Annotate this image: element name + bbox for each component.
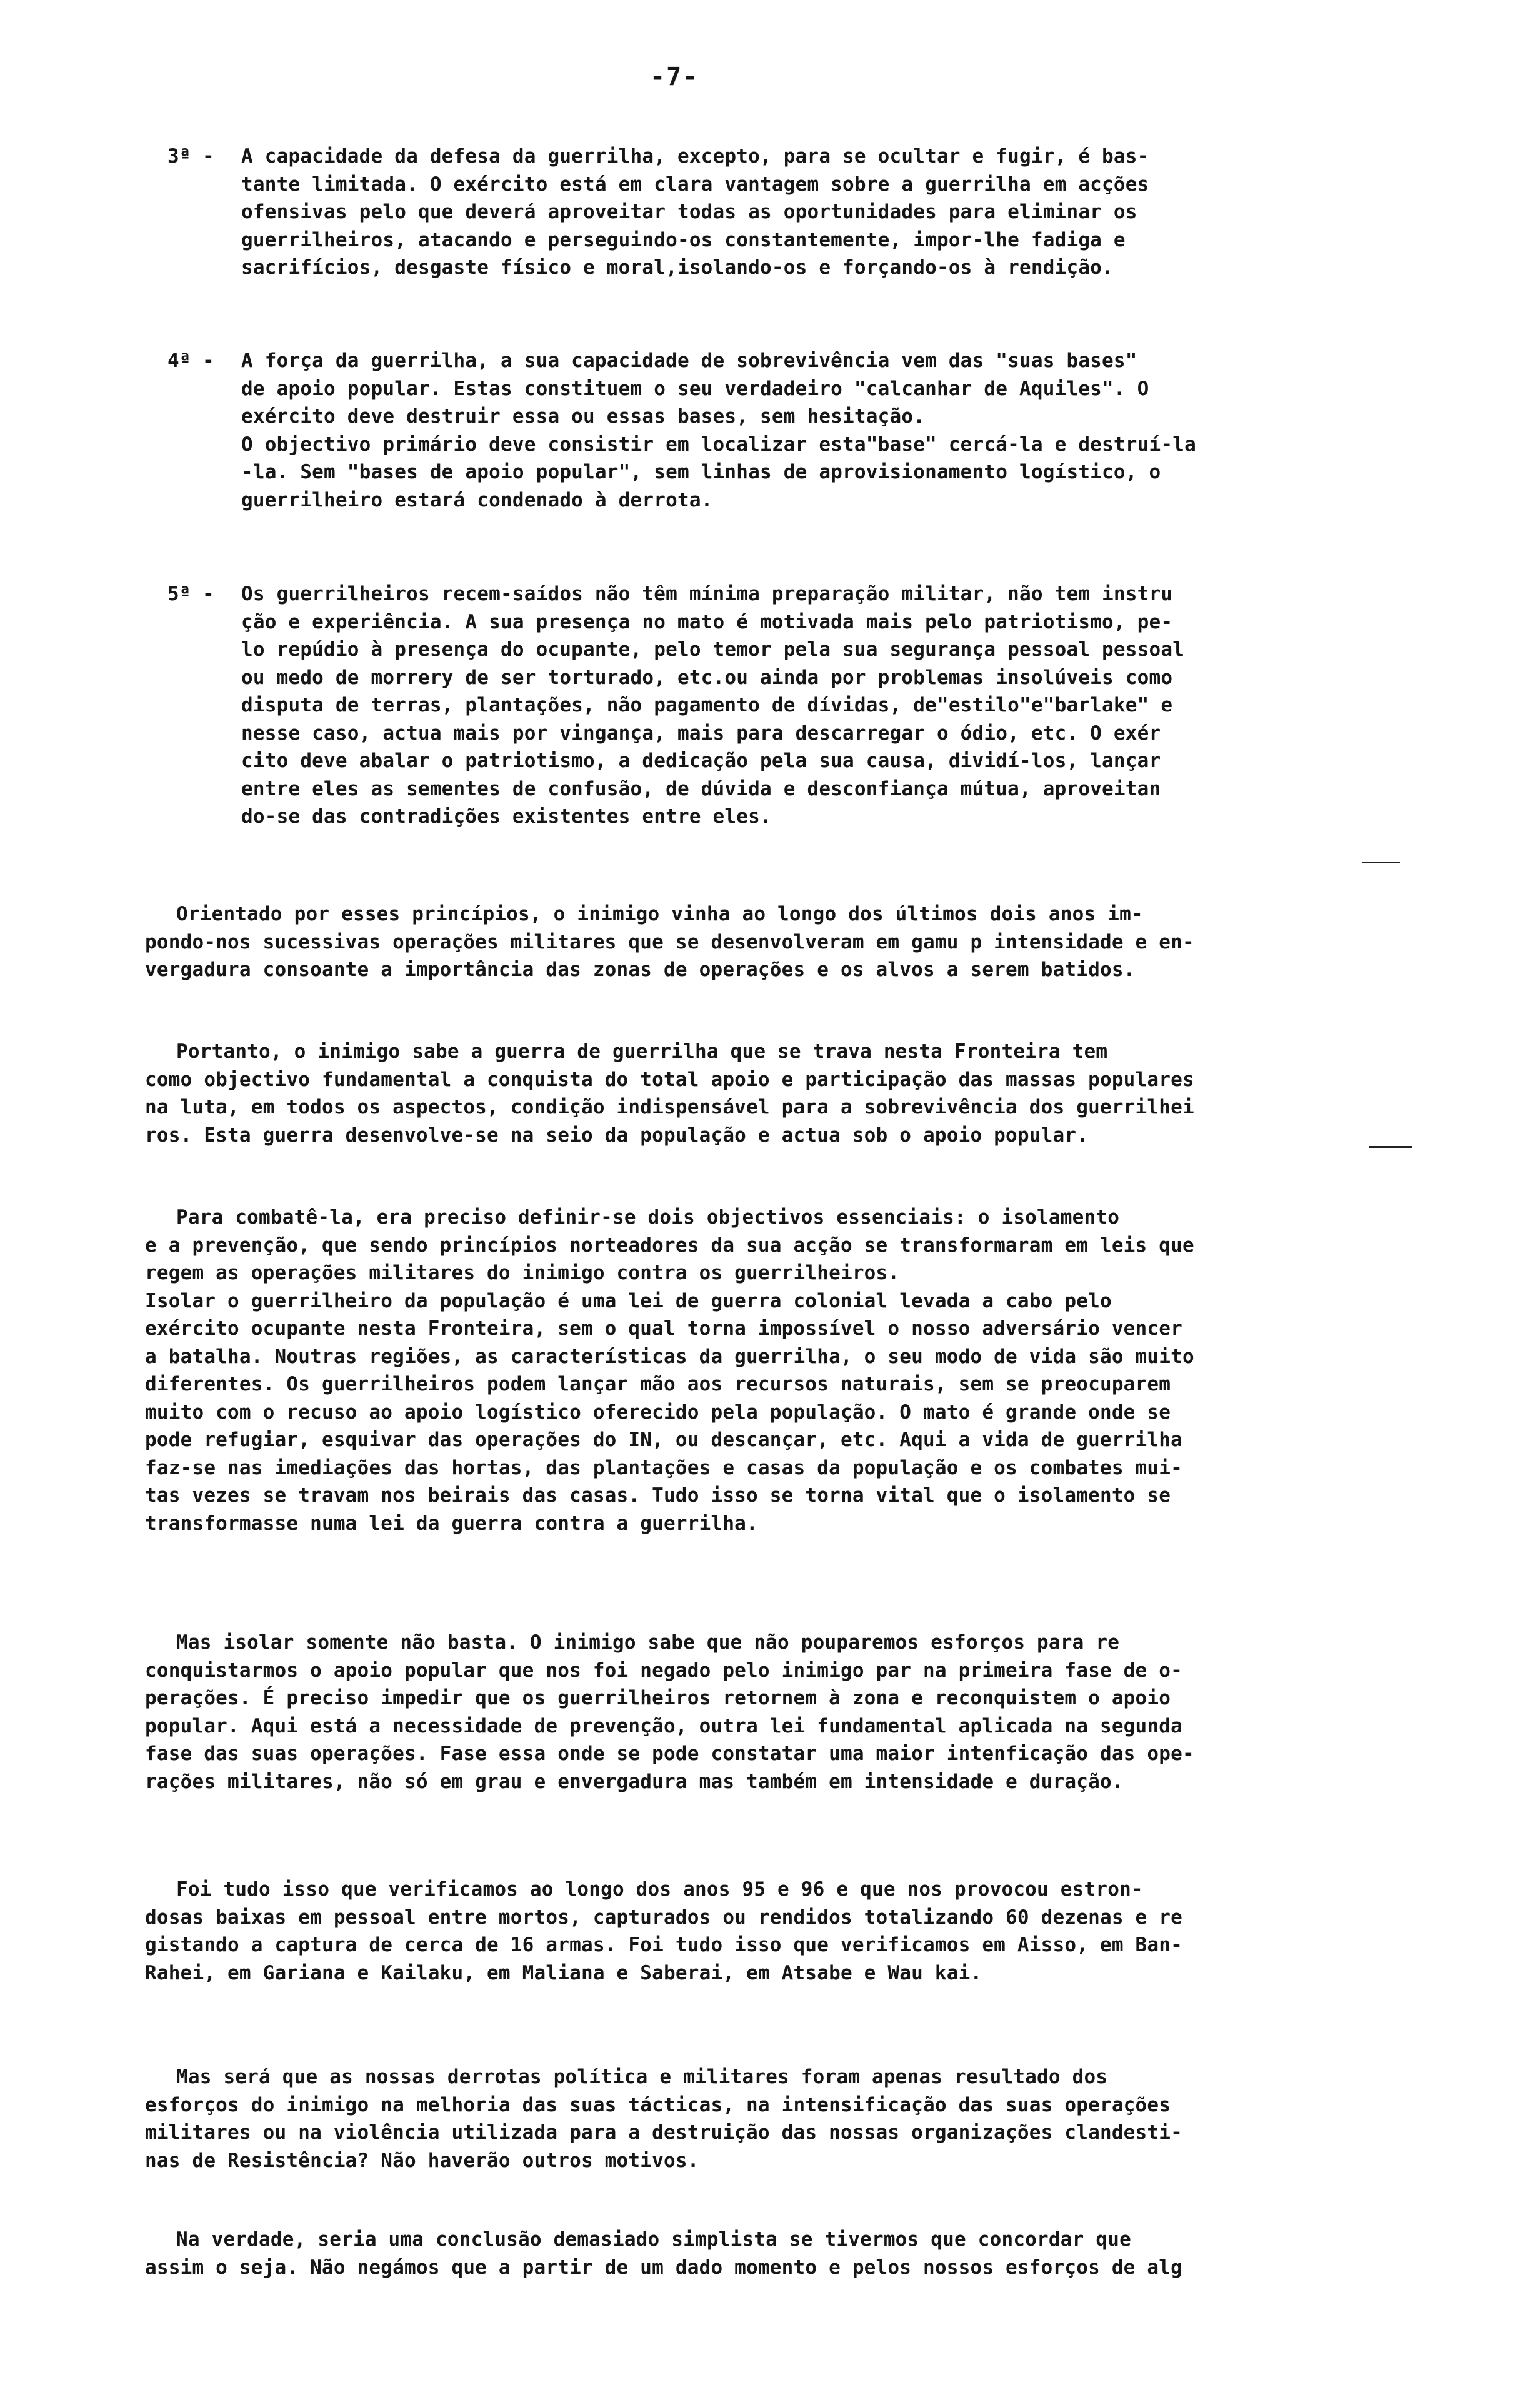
text-line: guerrilheiros, atacando e perseguindo-os constantemente, impor-lhe fadiga e [241,228,1126,251]
handwritten-underline [1362,862,1400,863]
text-line: Isolar o guerrilheiro da população é uma lei de guerra colonial levada a cabo pelo [145,1289,1112,1312]
text-line: popular. Aqui está a necessidade de prevenção, outra lei fundamental aplicada na segunda [145,1714,1182,1737]
text-line: vergadura consoante a importância das zonas de operações e os alvos a serem batidos. [145,958,1136,981]
text-line: exército deve destruir essa ou essas bases, sem hesitação. [241,405,926,428]
text-line: sacrifícios, desgaste físico e moral,isolando-os e forçando-os à rendição. [241,256,1114,279]
text-line: Os guerrilheiros recem-saídos não têm mínima preparação militar, não tem instru [241,583,1173,605]
item-number: 3ª - [168,145,214,168]
handwritten-underline [1369,1146,1412,1148]
text-line: transformasse numa lei da guerra contra a guerrilha. [145,1512,758,1535]
text-line: nas de Resistência? Não haverão outros motivos. [145,2149,699,2172]
text-line: tas vezes se travam nos beirais das casas. Tudo isso se torna vital que o isolamento se [145,1484,1171,1507]
paragraph-1 [145,900,1439,984]
text-line: lo repúdio à presença do ocupante, pelo temor pela sua segurança pessoal pessoal [241,638,1185,661]
item-text [241,347,1448,514]
text-line: Para combatê-la, era preciso definir-se dois objectivos essenciais: o isolamento [176,1206,1120,1229]
item-number: 5ª - [168,583,214,605]
text-line: assim o seja. Não negámos que a partir de um dado momento e pelos nossos esforços de alg [145,2256,1182,2279]
text-line: a batalha. Noutras regiões, as características da guerrilha, o seu modo de vida são muito [145,1345,1194,1368]
item-text [241,580,1448,831]
paragraph-5 [145,1876,1439,1987]
text-line: como objectivo fundamental a conquista do total apoio e participação das massas populares [145,1068,1194,1091]
text-line: A capacidade da defesa da guerrilha, excepto, para se ocultar e fugir, é bas- [241,145,1149,168]
text-line: gistando a captura de cerca de 16 armas. Foi tudo isso que verificamos em Aisso, em Ban- [145,1934,1182,1956]
text-line: faz-se nas imediações das hortas, das plantações e casas da população e os combates mui- [145,1456,1182,1479]
item-text [241,143,1448,282]
text-line: do-se das contradições existentes entre eles. [241,805,772,828]
text-line: diferentes. Os guerrilheiros podem lançar mão aos recursos naturais, sem se preocuparem [145,1373,1171,1395]
text-line: conquistarmos o apoio popular que nos foi negado pelo inimigo par na primeira fase de o- [145,1659,1182,1682]
text-line: Na verdade, seria uma conclusão demasiado simplista se tivermos que concordar que [176,2228,1131,2251]
text-line: -la. Sem "bases de apoio popular", sem linhas de aprovisionamento logístico, o [241,461,1161,483]
text-line: exército ocupante nesta Fronteira, sem o qual torna impossível o nosso adversário vencer [145,1317,1182,1340]
text-line: regem as operações militares do inimigo contra os guerrilheiros. [145,1262,900,1284]
text-line: fase das suas operações. Fase essa onde se pode constatar uma maior intenficação das ope- [145,1742,1194,1765]
text-line: guerrilheiro estará condenado à derrota. [241,488,713,511]
text-line: dosas baixas em pessoal entre mortos, capturados ou rendidos totalizando 60 dezenas e re [145,1906,1182,1929]
paragraph-6 [145,2063,1439,2174]
text-line: esforços do inimigo na melhoria das suas tácticas, na intensificação das suas operações [145,2093,1171,2116]
page-number: -7- [650,63,699,91]
text-line: Foi tudo isso que verificamos ao longo dos anos 95 e 96 e que nos provocou estron- [176,1878,1143,1901]
paragraph-4 [145,1629,1439,1796]
text-line: A força da guerrilha, a sua capacidade de sobrevivência vem das "suas bases" [241,349,1138,372]
text-line: Mas isolar somente não basta. O inimigo sabe que não pouparemos esforços para re [176,1631,1120,1654]
paragraph-7 [145,2226,1439,2281]
text-line: na luta, em todos os aspectos, condição indispensável para a sobrevivência dos guerrilhei [145,1096,1194,1118]
text-line: ofensivas pelo que deverá aproveitar todas as oportunidades para eliminar os [241,201,1138,223]
text-line: Mas será que as nossas derrotas política e militares foram apenas resultado dos [176,2066,1108,2088]
paragraph-3 [145,1204,1439,1537]
paragraph-2 [145,1038,1439,1149]
text-line: Rahei, em Gariana e Kailaku, em Maliana e Saberai, em Atsabe e Wau kai. [145,1961,982,1984]
text-line: tante limitada. O exército está em clara vantagem sobre a guerrilha em acções [241,173,1149,196]
text-line: e a prevenção, que sendo princípios norteadores da sua acção se transformaram em leis que [145,1234,1194,1257]
text-line: cito deve abalar o patriotismo, a dedicação pela sua causa, dividí-los, lançar [241,750,1161,772]
text-line: O objectivo primário deve consistir em localizar esta"base" cercá-la e destruí-la [241,433,1196,456]
text-line: nesse caso, actua mais por vingança, mais para descarregar o ódio, etc. O exér [241,721,1161,745]
text-line: pode refugiar, esquivar das operações do IN, ou descançar, etc. Aqui a vida de guerrilha [145,1429,1182,1451]
text-line: ros. Esta guerra desenvolve-se na seio da população e actua sob o apoio popular. [145,1123,1089,1147]
text-line: Orientado por esses princípios, o inimigo vinha ao longo dos últimos dois anos im- [176,903,1143,925]
text-line: muito com o recuso ao apoio logístico oferecido pela população. O mato é grande onde se [145,1400,1171,1424]
text-line: entre eles as sementes de confusão, de dúvida e desconfiança mútua, aproveitan [241,777,1161,800]
text-line: de apoio popular. Estas constituem o seu verdadeiro "calcanhar de Aquiles". O [241,377,1149,400]
text-line: militares ou na violência utilizada para a destruição das nossas organizações clandesti- [145,2121,1182,2144]
text-line: ou medo de morrery de ser torturado, etc.ou ainda por problemas insolúveis como [241,666,1173,689]
item-number: 4ª - [168,349,214,372]
text-line: rações militares, não só em grau e envergadura mas também em intensidade e duração. [145,1770,1124,1793]
text-line: pondo-nos sucessivas operações militares que se desenvolveram em gamu p intensidade e en- [145,930,1194,953]
text-line: perações. É preciso impedir que os guerrilheiros retornem à zona e reconquistem o apoio [145,1687,1171,1709]
text-line: disputa de terras, plantações, não pagamento de dívidas, de"estilo"e"barlake" e [241,694,1173,716]
text-line: Portanto, o inimigo sabe a guerra de guerrilha que se trava nesta Fronteira tem [176,1040,1108,1063]
text-line: ção e experiência. A sua presença no mato é motivada mais pelo patriotismo, pe- [241,610,1173,633]
